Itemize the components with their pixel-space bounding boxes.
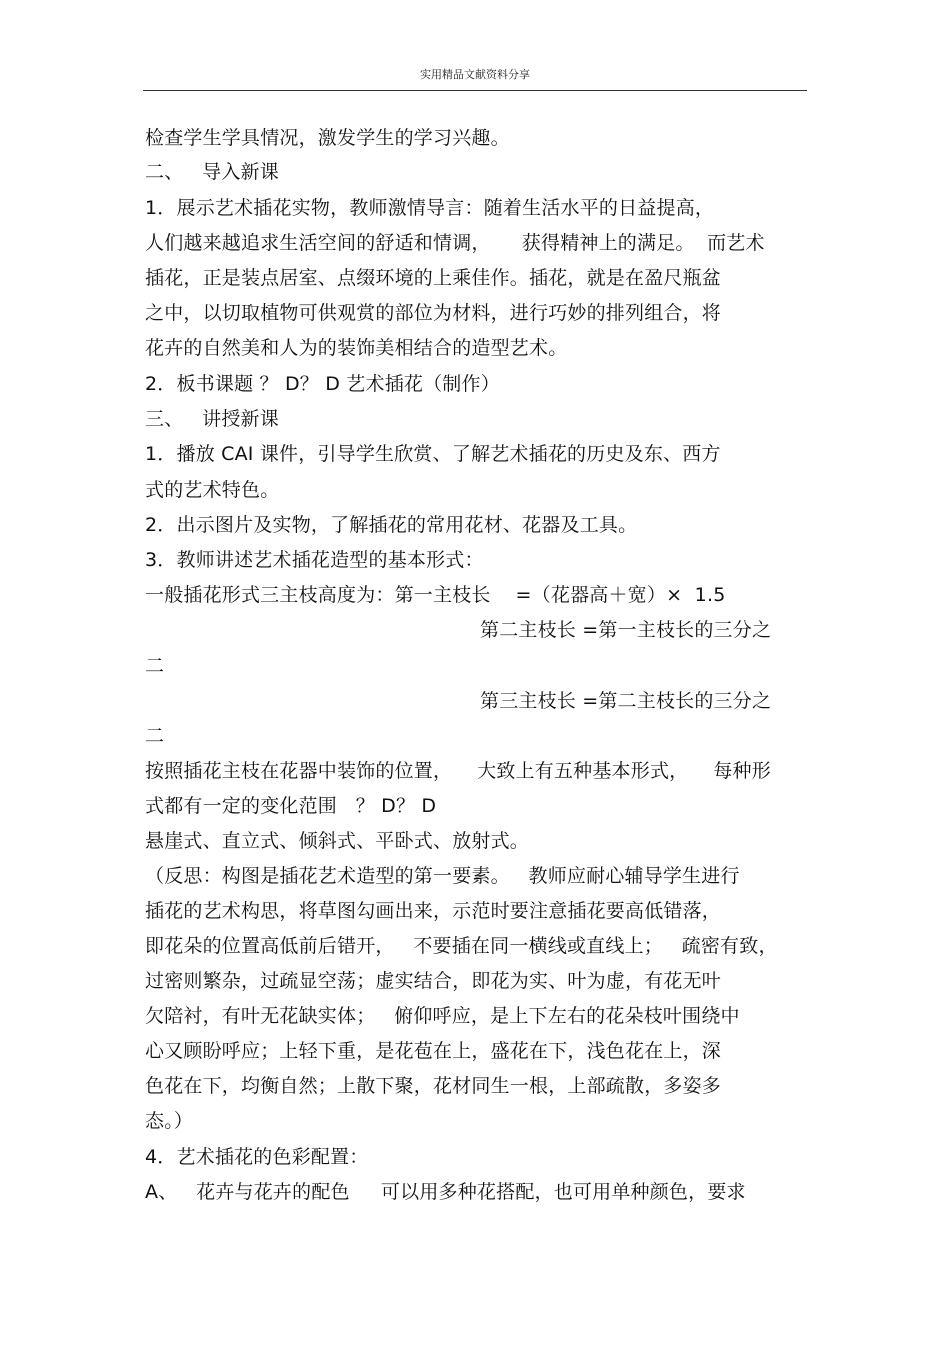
text-line: 悬崖式、直立式、倾斜式、平卧式、放射式。 <box>145 830 530 852</box>
text-line: 花卉的自然美和人为的装饰美相结合的造型艺术。 <box>145 337 568 359</box>
text-line: 式的艺术特色。 <box>145 479 280 501</box>
text-line: （反思：构图是插花艺术造型的第一要素。 教师应耐心辅导学生进行 <box>145 865 740 887</box>
text-line: 4．艺术插花的色彩配置： <box>145 1146 369 1168</box>
text-line: 一般插花形式三主枝高度为：第一主枝长 =（花器高＋宽）× 1.5 <box>145 584 726 606</box>
text-line: 过密则繁杂，过疏显空荡；虚实结合，即花为实、叶为虚，有花无叶 <box>145 970 722 992</box>
text-line: 人们越来越追求生活空间的舒适和情调， 获得精神上的满足。 而艺术 <box>145 232 765 254</box>
text-line: A、 花卉与花卉的配色 可以用多种花搭配，也可用单种颜色，要求 <box>145 1181 746 1203</box>
text-line: 三、 讲授新课 <box>145 408 279 430</box>
text-line: 第三主枝长 =第二主枝长的三分之 <box>480 690 772 712</box>
text-line: 3．教师讲述艺术插花造型的基本形式： <box>145 549 484 571</box>
text-line: 二 <box>145 725 165 747</box>
text-line: 1．展示艺术插花实物，教师激情导言：随着生活水平的日益提高， <box>145 197 715 219</box>
text-line: 按照插花主枝在花器中装饰的位置， 大致上有五种基本形式， 每种形 <box>145 760 771 782</box>
text-line: 欠陪衬，有叶无花缺实体； 俯仰呼应，是上下左右的花朵枝叶围绕中 <box>145 1005 740 1027</box>
text-line: 插花的艺术构思，将草图勾画出来，示范时要注意插花要高低错落， <box>145 900 722 922</box>
text-line: 态。） <box>145 1110 194 1132</box>
page-header: 实用精品文献资料分享 <box>420 68 530 81</box>
text-line: 第二主枝长 =第一主枝长的三分之 <box>480 619 772 641</box>
header-divider <box>143 90 807 91</box>
text-line: 检查学生学具情况，激发学生的学习兴趣。 <box>145 127 510 149</box>
text-line: 二、 导入新课 <box>145 161 279 183</box>
text-line: 心又顾盼呼应；上轻下重，是花苞在上，盛花在下，浅色花在上，深 <box>145 1040 722 1062</box>
text-line: 二 <box>145 655 165 677</box>
text-line: 2．出示图片及实物，了解插花的常用花材、花器及工具。 <box>145 514 638 536</box>
text-line: 式都有一定的变化范围 ？ D？ D <box>145 795 437 817</box>
text-line: 2．板书课题 ？ D？ D 艺术插花（制作） <box>145 373 500 395</box>
text-line: 1．播放 CAI 课件，引导学生欣赏、了解艺术插花的历史及东、西方 <box>145 443 721 465</box>
text-line: 之中，以切取植物可供观赏的部位为材料，进行巧妙的排列组合，将 <box>145 302 722 324</box>
text-line: 色花在下，均衡自然；上散下聚，花材同生一根，上部疏散，多姿多 <box>145 1075 722 1097</box>
text-line: 即花朵的位置高低前后错开， 不要插在同一横线或直线上； 疏密有致， <box>145 935 778 957</box>
text-line: 插花，正是装点居室、点缀环境的上乘佳作。插花，就是在盈尺瓶盆 <box>145 267 722 289</box>
